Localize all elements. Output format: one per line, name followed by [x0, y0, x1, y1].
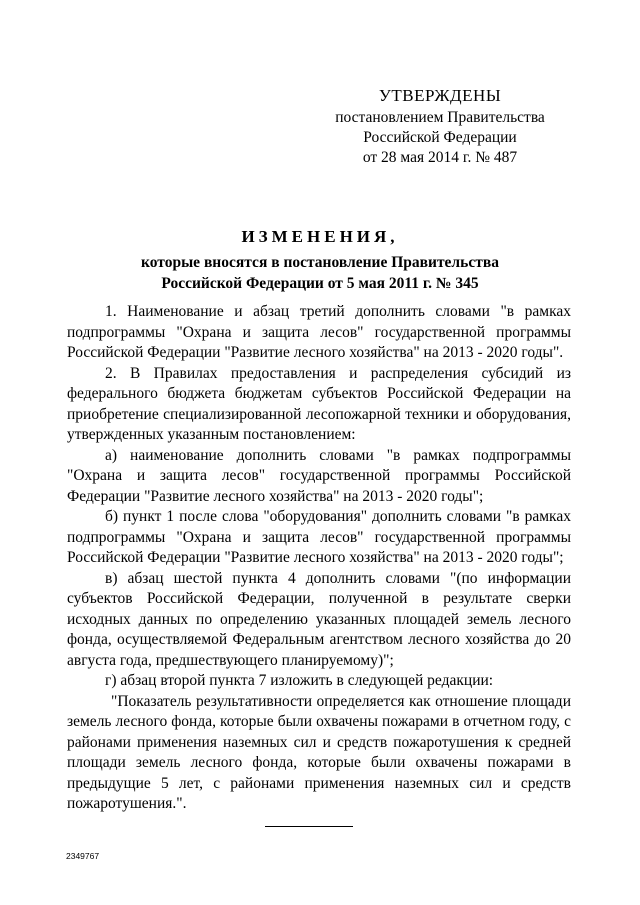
- approval-heading: УТВЕРЖДЕНЫ: [378, 86, 502, 105]
- paragraph-2a: а) наименование дополнить словами "в рамках подпрограммы "Охрана и защита лесов" государственной программы Российской Федерации "Развитие лесного хозяйства" на 2013 - 2020 годы";: [67, 446, 571, 505]
- title-main: ИЗМЕНЕНИЯ,: [241, 227, 399, 246]
- paragraph-2d: г) абзац второй пункта 7 изложить в следующей редакции:: [105, 672, 494, 689]
- paragraph-2b: б) пункт 1 после слова "оборудования" дополнить словами "в рамках подпрограммы "Охрана и защита лесов" государственной программы Российской Федерации "Развитие лесного хозяйства" на 2013 - 2020 годы";: [67, 508, 571, 566]
- paragraph-2: 2. В Правилах предоставления и распределения субсидий из федерального бюджета бюджетам субъектов Российской Федерации на приобретение специализированной лесопожарной техники и оборудования, утвержденных указанным постановлением:: [67, 364, 571, 443]
- paragraph-1: 1. Наименование и абзац третий дополнить словами "в рамках подпрограммы "Охрана и защита лесов" государственной программы Российской Федерации "Развитие лесного хозяйства" на 2013 - 2020 годы".: [67, 303, 571, 361]
- closing-rule: [265, 826, 353, 827]
- approval-line-1: постановлением Правительства: [335, 109, 545, 126]
- document-body: [67, 302, 571, 815]
- approval-line-3: от 28 мая 2014 г. № 487: [362, 149, 518, 166]
- document-title: [60, 226, 580, 294]
- title-subtitle-line-1: которые вносятся в постановление Правительства: [141, 254, 499, 271]
- document-code: 2349767: [66, 851, 100, 861]
- title-subtitle-line-2: Российской Федерации от 5 мая 2011 г. № 345: [161, 275, 479, 292]
- paragraph-quote: "Показатель результативности определяется как отношение площади земель лесного фонда, которые были охвачены пожарами в отчетном году, с районами применения наземных сил и средств пожаротушения к средней площади земель лесного фонда, которые были охвачены пожарами в предыдущие 5 лет, с районами применения наземных сил и средств пожаротушения.".: [67, 692, 571, 812]
- paragraph-2c: в) абзац шестой пункта 4 дополнить словами "(по информации субъектов Российской Федерации, полученной в результате сверки исходных данных по определению указанных площадей земель лесного фонда, осуществляемой Федеральным агентством лесного хозяйства до 20 августа года, предшествующего планируемому)";: [67, 569, 571, 669]
- approval-line-2: Российской Федерации: [363, 129, 517, 146]
- approval-stamp: [330, 86, 550, 168]
